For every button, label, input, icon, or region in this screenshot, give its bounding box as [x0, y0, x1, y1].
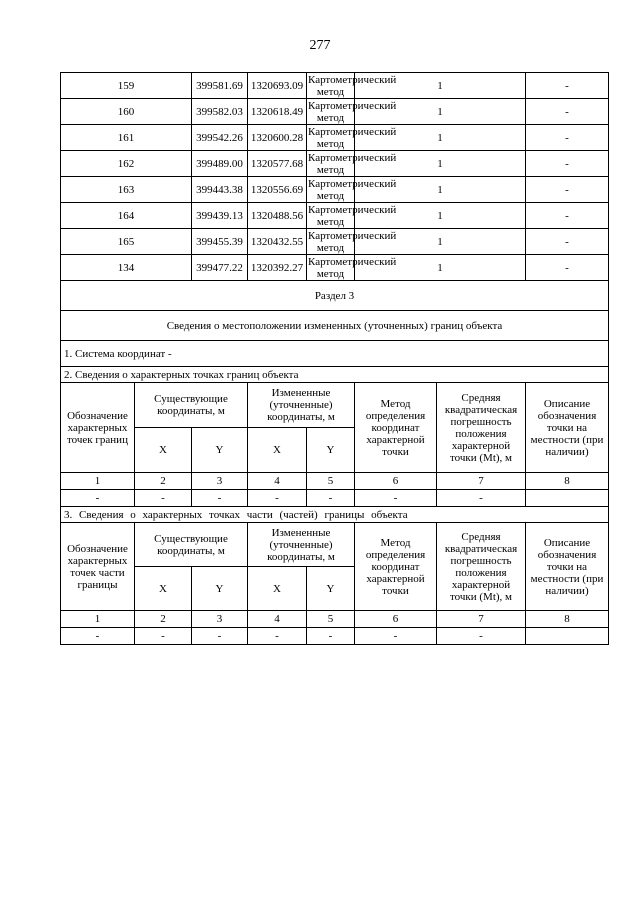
coord-x: 399455.39 — [192, 229, 248, 255]
point-number: 160 — [61, 99, 192, 125]
empty-cell: - — [355, 490, 437, 507]
header-existing: Существующие координаты, м — [135, 523, 248, 567]
method-cell: Картометрический метод — [308, 177, 397, 202]
coord-y: 1320432.55 — [248, 229, 307, 255]
col-number: 7 — [437, 473, 526, 490]
coord-y: 1320618.49 — [248, 99, 307, 125]
header-description: Описание обозначения точки на местности (при наличии) — [526, 523, 609, 611]
method-cell: Картометрический метод — [308, 203, 397, 228]
header-changed: Измененные (уточненные) координаты, м — [248, 523, 355, 567]
column-numbers-row — [61, 611, 609, 628]
empty-cell: - — [307, 628, 355, 645]
empty-cell: - — [192, 628, 248, 645]
coord-y: 1320556.69 — [248, 177, 307, 203]
empty-cell — [526, 628, 609, 645]
coord-x: 399489.00 — [192, 151, 248, 177]
point-rows — [61, 73, 609, 281]
point-number: 161 — [61, 125, 192, 151]
coord-system-line: 1. Система координат - — [61, 341, 609, 367]
empty-cell: - — [61, 628, 135, 645]
method-cell: Картометрический метод — [308, 73, 397, 98]
empty-cell: - — [192, 490, 248, 507]
coord-y: 1320693.09 — [248, 73, 307, 99]
header-designation: Обозначение характерных точек границ — [61, 383, 135, 473]
points-heading: 2. Сведения о характерных точках границ объекта — [61, 367, 609, 383]
empty-cell: - — [248, 628, 307, 645]
empty-cell: - — [437, 628, 526, 645]
accuracy-cell: 1 — [355, 255, 526, 281]
method-cell: Картометрический метод — [308, 229, 397, 254]
description-cell: - — [526, 177, 609, 203]
header-accuracy: Средняя квадратическая погрешность положения характерной точки (Mt), м — [437, 523, 526, 611]
empty-row — [61, 628, 609, 645]
header-designation-part: Обозначение характерных точек части границы — [61, 523, 135, 611]
col-number: 3 — [192, 473, 248, 490]
col-number: 8 — [526, 611, 609, 628]
col-number: 1 — [61, 473, 135, 490]
empty-row — [61, 490, 609, 507]
point-number: 164 — [61, 203, 192, 229]
accuracy-cell: 1 — [355, 125, 526, 151]
header-method: Метод определения координат характерной точки — [355, 383, 437, 473]
header-description: Описание обозначения точки на местности (при наличии) — [526, 383, 609, 473]
coord-x: 399581.69 — [192, 73, 248, 99]
accuracy-cell: 1 — [355, 229, 526, 255]
empty-cell: - — [248, 490, 307, 507]
empty-cell: - — [355, 628, 437, 645]
col-number: 8 — [526, 473, 609, 490]
col-number: 5 — [307, 611, 355, 628]
method-cell: Картометрический метод — [308, 99, 397, 124]
header-existing: Существующие координаты, м — [135, 383, 248, 428]
coord-y: 1320392.27 — [248, 255, 307, 281]
col-number: 7 — [437, 611, 526, 628]
description-cell: - — [526, 151, 609, 177]
header-y-changed: Y — [307, 567, 355, 611]
table-row — [61, 99, 609, 125]
col-number: 2 — [135, 611, 192, 628]
page-number: 277 — [309, 38, 331, 53]
col-number: 6 — [355, 611, 437, 628]
header-changed: Измененные (уточненные) координаты, м — [248, 383, 355, 428]
header-method: Метод определения координат характерной точки — [355, 523, 437, 611]
accuracy-cell: 1 — [355, 151, 526, 177]
coord-y: 1320577.68 — [248, 151, 307, 177]
boundary-points-table — [60, 72, 609, 645]
header-x-changed: X — [248, 567, 307, 611]
section-title: Раздел 3 — [61, 281, 609, 311]
method-cell: Картометрический метод — [308, 151, 397, 176]
method-cell: Картометрический метод — [308, 255, 397, 280]
description-cell: - — [526, 203, 609, 229]
description-cell: - — [526, 99, 609, 125]
parts-heading: 3. Сведения о характерных точках части (частей) границы объекта — [61, 507, 609, 523]
header-accuracy: Средняя квадратическая погрешность положения характерной точки (Mt), м — [437, 383, 526, 473]
point-number: 159 — [61, 73, 192, 99]
point-number: 134 — [61, 255, 192, 281]
section-subtitle: Сведения о местоположении измененных (уточненных) границ объекта — [61, 311, 609, 341]
accuracy-cell: 1 — [355, 177, 526, 203]
table-row — [61, 177, 609, 203]
point-number: 162 — [61, 151, 192, 177]
description-cell: - — [526, 73, 609, 99]
col-number: 3 — [192, 611, 248, 628]
col-number: 2 — [135, 473, 192, 490]
coord-x: 399542.26 — [192, 125, 248, 151]
empty-cell — [526, 490, 609, 507]
column-numbers-row — [61, 473, 609, 490]
header-x-existing: X — [135, 567, 192, 611]
accuracy-cell: 1 — [355, 203, 526, 229]
table-row — [61, 125, 609, 151]
table-row — [61, 203, 609, 229]
table-row — [61, 229, 609, 255]
coord-x: 399443.38 — [192, 177, 248, 203]
header-y-existing: Y — [192, 567, 248, 611]
table-row — [61, 255, 609, 281]
point-number: 165 — [61, 229, 192, 255]
header-y-changed: Y — [307, 428, 355, 473]
description-cell: - — [526, 255, 609, 281]
description-cell: - — [526, 229, 609, 255]
point-number: 163 — [61, 177, 192, 203]
coord-y: 1320488.56 — [248, 203, 307, 229]
method-cell: Картометрический метод — [308, 125, 397, 150]
col-number: 1 — [61, 611, 135, 628]
coord-y: 1320600.28 — [248, 125, 307, 151]
empty-cell: - — [135, 628, 192, 645]
header-x-changed: X — [248, 428, 307, 473]
coord-x: 399477.22 — [192, 255, 248, 281]
table-row — [61, 151, 609, 177]
header-x-existing: X — [135, 428, 192, 473]
empty-cell: - — [437, 490, 526, 507]
col-number: 4 — [248, 473, 307, 490]
description-cell: - — [526, 125, 609, 151]
col-number: 6 — [355, 473, 437, 490]
table-row — [61, 73, 609, 99]
accuracy-cell: 1 — [355, 99, 526, 125]
header-y-existing: Y — [192, 428, 248, 473]
col-number: 5 — [307, 473, 355, 490]
coord-x: 399582.03 — [192, 99, 248, 125]
coord-x: 399439.13 — [192, 203, 248, 229]
empty-cell: - — [307, 490, 355, 507]
accuracy-cell: 1 — [355, 73, 526, 99]
col-number: 4 — [248, 611, 307, 628]
empty-cell: - — [61, 490, 135, 507]
empty-cell: - — [135, 490, 192, 507]
